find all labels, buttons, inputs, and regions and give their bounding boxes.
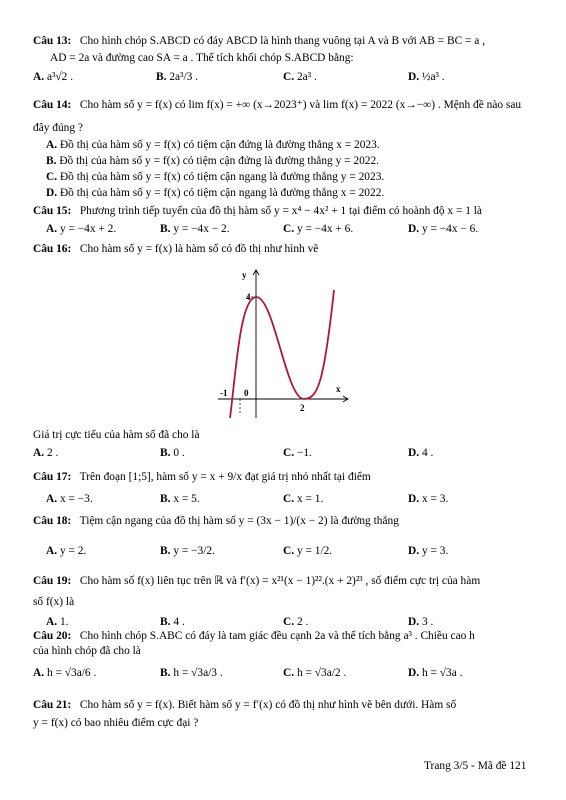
q15-option-c: C. y = −4x + 6.	[283, 223, 354, 235]
q13-text2: AD = 2a và đường cao SA = a . Thể tích khối chóp S.ABCD bằng:	[50, 52, 354, 64]
page-footer: Trang 3/5 - Mã đề 121	[424, 760, 527, 772]
q14-text1: Cho hàm số y = f(x) có lim f(x) = +∞ (x→2023⁺) và lim f(x) = 2022 (x→−∞) . Mệnh đề nào sau	[79, 99, 522, 111]
q21-head: Câu 21:	[33, 699, 72, 711]
q18-option-d: D. y = 3.	[408, 545, 449, 557]
q16-head: Câu 16:	[33, 243, 72, 255]
q20-head: Câu 20:	[33, 630, 72, 642]
q13-option-d: D. ½a³ .	[408, 71, 445, 83]
q20-option-a: A. h = √3a/6 .	[33, 667, 97, 679]
q16-text1: Cho hàm số y = f(x) là hàm số có đồ thị như hình vẽ	[79, 243, 319, 255]
x-tick-minus-1: -1	[220, 388, 228, 398]
q20-option-c: C. h = √3a/2 .	[283, 667, 347, 679]
q13-option-b: B. 2a³/3 .	[156, 71, 199, 83]
q15-option-a: A. y = −4x + 2.	[46, 223, 117, 235]
q19-option-a: A. 1.	[46, 616, 69, 628]
q16-text2: Giá trị cực tiểu của hàm số đã cho là	[33, 429, 200, 441]
q19-line1	[33, 574, 480, 589]
q15-text1: Phương trình tiếp tuyến của đồ thị hàm số y = x⁴ − 4x² + 1 tại điểm có hoành độ x = 1 là	[79, 205, 482, 217]
q15-option-d: D. y = −4x − 6.	[408, 223, 479, 235]
q17-option-b: B. x = 5.	[160, 493, 200, 505]
q17-option-c: C. x = 1.	[283, 493, 324, 505]
q18-option-b: B. y = −3/2.	[160, 545, 215, 557]
function-graph	[218, 262, 354, 420]
q14-option-d: D. Đồ thị của hàm số y = f(x) có tiệm cận ngang là đường thẳng x = 2022.	[46, 187, 385, 199]
q20-text1: Cho hình chóp S.ABC có đáy là tam giác đều cạnh 2a và thể tích bằng a³ . Chiều cao h	[79, 630, 475, 642]
q14-line1	[33, 98, 521, 113]
q16-option-c: C. −1.	[283, 447, 312, 459]
q19-text1: Cho hàm số f(x) liên tục trên ℝ và f′(x) = x²¹(x − 1)²².(x + 2)²³ , số điểm cực trị của hàm	[79, 575, 481, 587]
q16-option-b: B. 0 .	[160, 447, 185, 459]
q17-line1	[33, 470, 371, 485]
q21-text2: y = f(x) có bao nhiêu điểm cực đại ?	[33, 717, 199, 729]
q15-line1	[33, 204, 482, 219]
q14-head: Câu 14:	[33, 99, 72, 111]
q18-option-c: C. y = 1/2.	[283, 545, 333, 557]
q19-option-c: C. 2 .	[283, 616, 309, 628]
q18-head: Câu 18:	[33, 515, 72, 527]
q16-option-d: D. 4 .	[408, 447, 434, 459]
q14-option-a: A. Đồ thị của hàm số y = f(x) có tiệm cận đứng là đường thẳng x = 2023.	[46, 139, 380, 151]
q19-text2: số f(x) là	[33, 596, 75, 608]
q17-head: Câu 17:	[33, 471, 72, 483]
q15-head: Câu 15:	[33, 205, 72, 217]
y-tick-4: 4	[246, 292, 251, 302]
q17-option-a: A. x = −3.	[46, 493, 93, 505]
q18-line1	[33, 514, 399, 529]
q14-text2: đây đúng ?	[33, 122, 83, 134]
graph-axes	[218, 270, 348, 418]
q17-option-d: D. x = 3.	[408, 493, 449, 505]
q14-option-b: B. Đồ thị của hàm số y = f(x) có tiệm cận đứng là đường thẳng y = 2022.	[46, 155, 380, 167]
x-label: x	[336, 384, 341, 394]
q15-option-b: B. y = −4x − 2.	[160, 223, 230, 235]
q20-option-b: B. h = √3a/3 .	[160, 667, 223, 679]
q13-option-c: C. 2a³ .	[283, 71, 317, 83]
q21-text1: Cho hàm số y = f(x). Biết hàm số y = f′(x) có đồ thị như hình vẽ bên dưới. Hàm số	[79, 699, 457, 711]
q13-option-a: A. a³√2 .	[33, 71, 74, 83]
q17-text1: Trên đoạn [1;5], hàm số y = x + 9/x đạt giá trị nhỏ nhất tại điểm	[79, 471, 371, 483]
q13-text1: Cho hình chóp S.ABCD có đáy ABCD là hình thang vuông tại A và B với AB = BC = a ,	[79, 35, 486, 47]
q16-line1	[33, 242, 318, 257]
origin-label: 0	[244, 388, 249, 398]
q19-option-d: D. 3 .	[408, 616, 434, 628]
q16-option-a: A. 2 .	[33, 447, 59, 459]
q20-line1	[33, 629, 475, 644]
q19-head: Câu 19:	[33, 575, 72, 587]
q13-head: Câu 13:	[33, 35, 72, 47]
q14-option-c: C. Đồ thị của hàm số y = f(x) có tiệm cận ngang là đường thẳng y = 2023.	[46, 171, 385, 183]
q18-text1: Tiệm cận ngang của đồ thị hàm số y = (3x − 1)/(x − 2) là đường thẳng	[79, 515, 399, 527]
x-tick-2: 2	[300, 403, 305, 413]
q18-option-a: A. y = 2.	[46, 545, 87, 557]
q21-line1	[33, 698, 456, 713]
q19-option-b: B. 4 .	[160, 616, 185, 628]
y-label: y	[242, 270, 247, 280]
q20-text2: của hình chóp đã cho là	[33, 645, 141, 657]
q20-option-d: D. h = √3a .	[408, 667, 463, 679]
q13-line1	[33, 34, 485, 49]
